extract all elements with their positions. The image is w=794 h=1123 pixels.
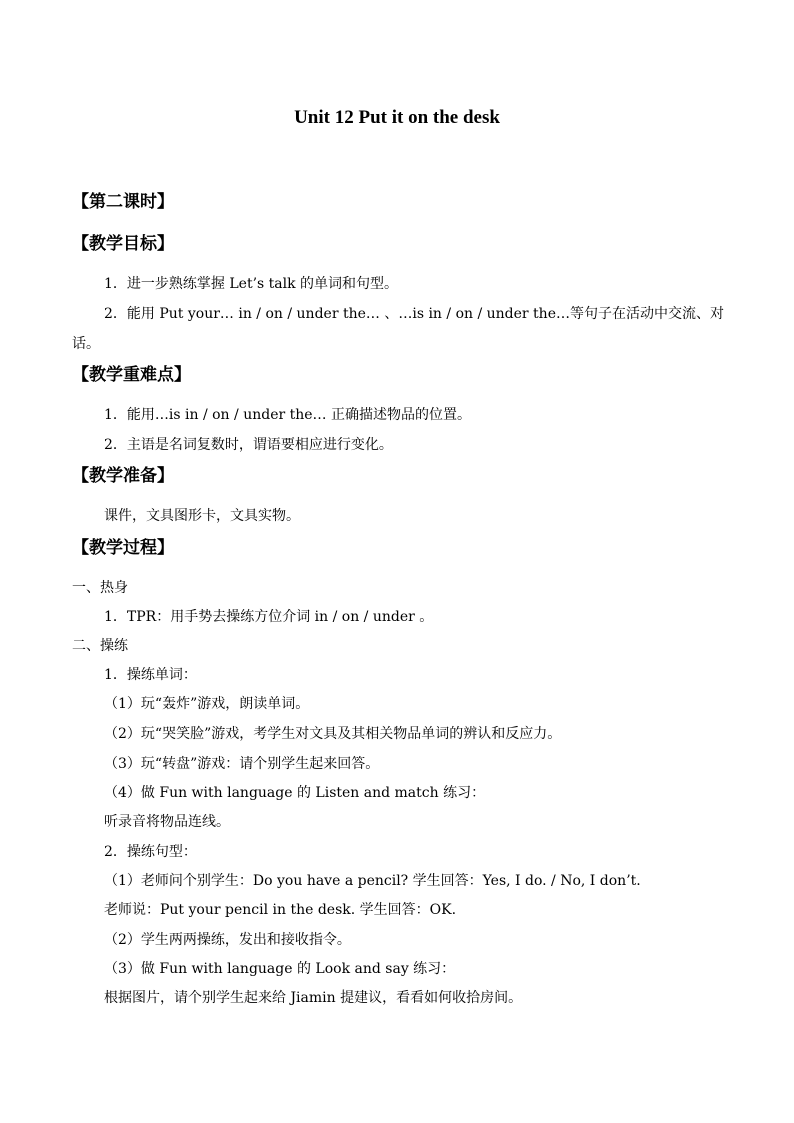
process-line: 听录音将物品连线。 bbox=[104, 814, 230, 830]
process-line: （1）老师问个别学生：Do you have a pencil? 学生回答：Yes, I do. / No, I don’t. bbox=[104, 873, 641, 889]
process-section-practice: 二、操练 bbox=[72, 638, 128, 654]
preparation-text: 课件，文具图形卡，文具实物。 bbox=[104, 508, 300, 524]
preparation-heading: 【教学准备】 bbox=[72, 466, 174, 486]
process-line: 老师说：Put your pencil in the desk. 学生回答：OK. bbox=[104, 902, 457, 918]
objectives-heading: 【教学目标】 bbox=[72, 234, 174, 254]
process-line: （4）做 Fun with language 的 Listen and match 练习： bbox=[104, 785, 486, 801]
key-points-heading: 【教学重难点】 bbox=[72, 365, 191, 385]
process-line: （1）玩“轰炸”游戏，朗读单词。 bbox=[104, 696, 310, 712]
process-line: 1．操练单词： bbox=[104, 667, 197, 683]
lesson-label: 【第二课时】 bbox=[72, 192, 174, 212]
objective-item-2: 2．能用 Put your… in / on / under the… 、…is in / on / under the…等句子在活动中交流、对 bbox=[104, 306, 724, 322]
objective-item-2-continued: 话。 bbox=[72, 336, 100, 352]
process-line: （3）玩“转盘”游戏：请个别学生起来回答。 bbox=[104, 756, 380, 772]
process-section-warmup: 一、热身 bbox=[72, 580, 128, 596]
key-point-item-2: 2．主语是名词复数时，谓语要相应进行变化。 bbox=[104, 437, 393, 453]
process-line: 1．TPR：用手势去操练方位介词 in / on / under 。 bbox=[104, 609, 434, 625]
document-title: Unit 12 Put it on the desk bbox=[294, 107, 500, 128]
process-heading: 【教学过程】 bbox=[72, 538, 174, 558]
process-line: （2）玩“哭笑脸”游戏，考学生对文具及其相关物品单词的辨认和反应力。 bbox=[104, 726, 562, 742]
objective-item-1: 1．进一步熟练掌握 Let’s talk 的单词和句型。 bbox=[104, 276, 399, 292]
process-line: （2）学生两两操练，发出和接收指令。 bbox=[104, 932, 351, 948]
key-point-item-1: 1．能用…is in / on / under the… 正确描述物品的位置。 bbox=[104, 407, 471, 423]
process-line: 根据图片，请个别学生起来给 Jiamin 提建议，看看如何收拾房间。 bbox=[104, 990, 523, 1006]
process-line: 2．操练句型： bbox=[104, 844, 197, 860]
process-line: （3）做 Fun with language 的 Look and say 练习： bbox=[104, 961, 456, 977]
